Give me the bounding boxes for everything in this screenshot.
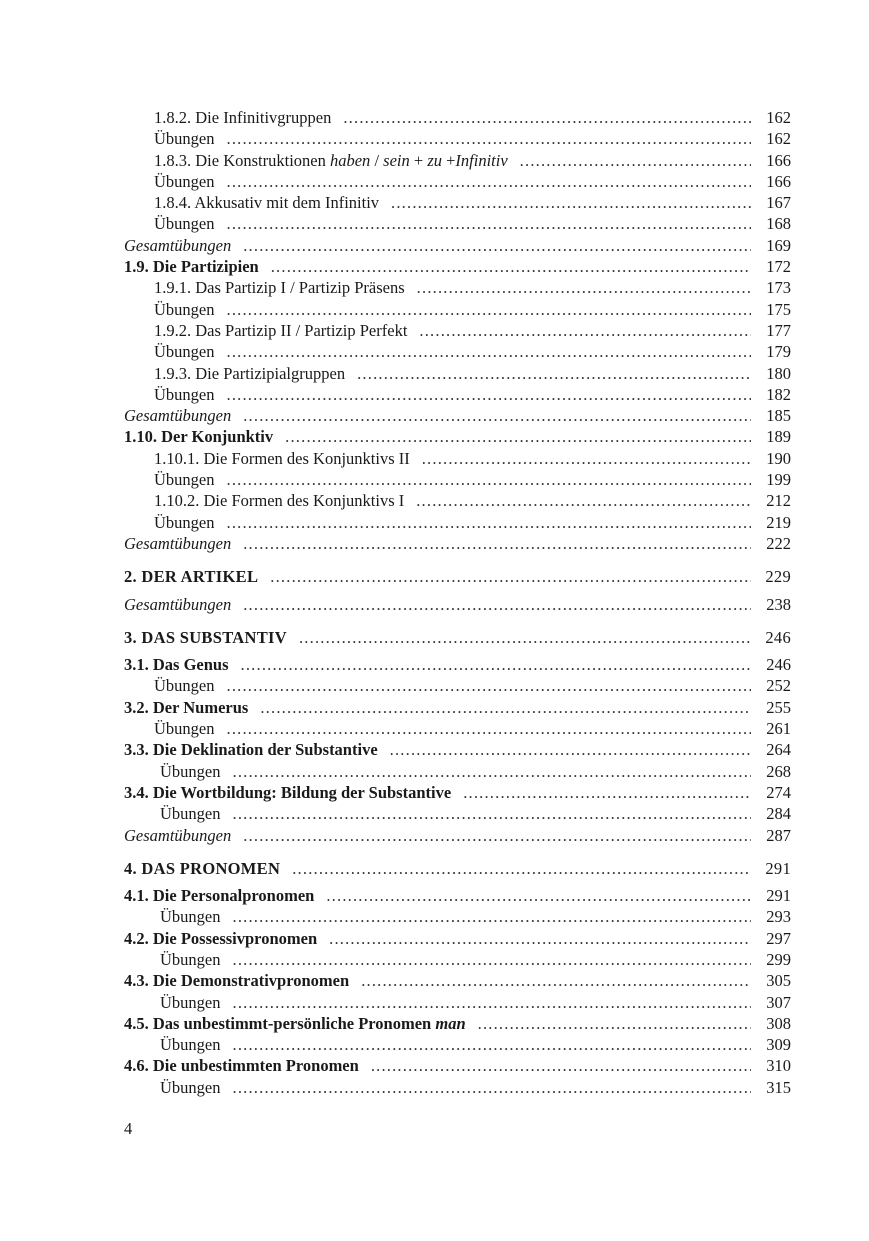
toc-entry-title <box>160 761 221 782</box>
toc-entry-page: 238 <box>766 594 791 614</box>
toc-entry-title-part: Übungen <box>160 992 221 1012</box>
dot-leader <box>243 825 751 846</box>
toc-entry-page: 310 <box>766 1056 791 1076</box>
toc-entry <box>124 469 791 490</box>
toc-entry <box>124 761 791 782</box>
toc-entry-title <box>124 697 248 718</box>
toc-entry-title <box>124 825 231 846</box>
toc-entry-page: 169 <box>766 235 791 255</box>
toc-entry-title <box>124 1055 359 1076</box>
toc-entry-title <box>154 107 331 128</box>
toc-entry-title-part: Übungen <box>154 171 215 191</box>
dot-leader <box>417 277 751 298</box>
toc-entry-page: 261 <box>766 719 791 739</box>
toc-entry-title-part: 1.10. Der Konjunktiv <box>124 427 274 447</box>
toc-entry-page: 177 <box>766 320 791 340</box>
dot-leader <box>233 803 752 824</box>
toc-entry <box>124 627 791 648</box>
dot-leader <box>478 1013 751 1034</box>
toc-entry <box>124 512 791 533</box>
toc-entry <box>124 992 791 1013</box>
toc-entry-title <box>154 448 410 469</box>
toc-entry-title <box>154 490 404 511</box>
dot-leader <box>241 654 751 675</box>
table-of-contents <box>124 107 791 1098</box>
dot-leader <box>390 739 751 760</box>
dot-leader <box>227 213 752 234</box>
toc-entry-title-part: 1.8.2. Die Infinitivgruppen <box>154 108 332 127</box>
dot-leader <box>463 782 751 803</box>
toc-entry-title <box>124 405 231 426</box>
toc-entry-title <box>124 256 259 277</box>
toc-entry-title-part: Gesamtübungen <box>124 533 232 553</box>
toc-entry <box>124 363 791 384</box>
toc-entry-title-part: 1.9.3. Die Partizipialgruppen <box>154 363 346 383</box>
toc-entry-title <box>124 627 287 648</box>
toc-entry-title-part: zu <box>427 150 442 170</box>
toc-entry <box>124 533 791 554</box>
dot-leader <box>520 150 751 171</box>
toc-entry-page: 190 <box>766 448 791 468</box>
toc-entry-page: 309 <box>766 1035 791 1055</box>
toc-entry-title-part: 4.3. Die Demonstrativpronomen <box>124 971 350 991</box>
toc-entry-title-part: 4.2. Die Possessivpronomen <box>124 928 318 948</box>
toc-entry-title-part: + <box>441 150 456 170</box>
toc-entry-title-part: Übungen <box>154 719 215 739</box>
toc-entry-title-part: Übungen <box>154 342 215 362</box>
toc-entry-title <box>124 533 231 554</box>
toc-entry <box>124 803 791 824</box>
dot-leader <box>227 718 752 739</box>
toc-entry <box>124 192 791 213</box>
toc-entry-page: 173 <box>766 278 791 298</box>
toc-entry <box>124 949 791 970</box>
dot-leader <box>227 469 752 490</box>
toc-entry-title-part: 4. DAS PRONOMEN <box>124 858 281 878</box>
dot-leader <box>285 426 751 447</box>
toc-entry-page: 268 <box>766 761 791 781</box>
dot-leader <box>260 697 751 718</box>
toc-entry-title-part: 1.8.4. Akkusativ mit dem Infinitiv <box>154 193 380 213</box>
toc-entry-page: 284 <box>766 804 791 824</box>
toc-entry-title <box>124 782 451 803</box>
toc-entry-page: 291 <box>765 858 791 878</box>
toc-entry <box>124 718 791 739</box>
toc-entry-page: 291 <box>766 886 791 906</box>
toc-entry-title <box>124 1013 466 1034</box>
toc-entry-title-part: Übungen <box>160 1035 221 1055</box>
toc-entry <box>124 128 791 149</box>
toc-entry-title-part: 3.3. Die Deklination der Substantive <box>124 740 378 760</box>
toc-entry-page: 185 <box>766 406 791 426</box>
toc-entry-title <box>124 566 258 587</box>
toc-entry <box>124 825 791 846</box>
toc-entry-page: 175 <box>766 299 791 319</box>
toc-entry <box>124 654 791 675</box>
dot-leader <box>299 627 751 648</box>
toc-entry-title-part: 3.4. Die Wortbildung: Bildung der Substantive <box>124 782 452 802</box>
toc-entry <box>124 405 791 426</box>
toc-entry-title <box>154 363 345 384</box>
toc-entry-page: 255 <box>766 697 791 717</box>
toc-entry-title <box>154 469 215 490</box>
dot-leader <box>329 928 751 949</box>
dot-leader <box>243 533 751 554</box>
dot-leader <box>243 405 751 426</box>
toc-entry-title-part: Übungen <box>154 214 215 234</box>
toc-entry-page: 167 <box>766 193 791 213</box>
toc-entry-page: 308 <box>766 1013 791 1033</box>
toc-entry-title <box>124 235 231 256</box>
toc-entry <box>124 341 791 362</box>
toc-entry-page: 315 <box>766 1077 791 1097</box>
toc-entry <box>124 320 791 341</box>
toc-entry-title-part: Übungen <box>160 804 221 824</box>
toc-entry <box>124 426 791 447</box>
toc-entry <box>124 384 791 405</box>
toc-entry <box>124 1055 791 1076</box>
toc-entry-page: 287 <box>766 825 791 845</box>
dot-leader <box>233 992 752 1013</box>
toc-entry-title <box>154 384 215 405</box>
toc-entry-title <box>154 512 215 533</box>
toc-entry <box>124 150 791 171</box>
toc-entry-page: 252 <box>766 676 791 696</box>
toc-entry-title <box>124 970 349 991</box>
toc-entry <box>124 675 791 696</box>
toc-entry-page: 246 <box>765 627 791 647</box>
toc-entry-page: 293 <box>766 907 791 927</box>
toc-entry <box>124 739 791 760</box>
toc-entry-title <box>124 426 273 447</box>
toc-entry-title-part: 1.10.1. Die Formen des Konjunktivs II <box>154 448 410 468</box>
toc-entry-title <box>154 675 215 696</box>
toc-entry-title <box>154 150 508 171</box>
toc-entry <box>124 566 791 587</box>
toc-entry-title <box>124 594 231 615</box>
toc-entry-title <box>154 171 215 192</box>
dot-leader <box>233 906 752 927</box>
toc-entry-title <box>124 885 314 906</box>
toc-entry-title-part: 3.1. Das Genus <box>124 655 229 675</box>
dot-leader <box>416 490 751 511</box>
dot-leader <box>227 512 752 533</box>
toc-entry <box>124 885 791 906</box>
dot-leader <box>391 192 751 213</box>
toc-entry-title <box>154 718 215 739</box>
toc-entry-page: 162 <box>766 129 791 149</box>
toc-entry-title-part: Übungen <box>154 470 215 490</box>
page-number: 4 <box>124 1119 133 1138</box>
toc-entry-title <box>124 858 280 879</box>
toc-entry-title-part: 3. DAS SUBSTANTIV <box>124 627 287 647</box>
toc-entry-title <box>154 128 215 149</box>
dot-leader <box>326 885 751 906</box>
toc-entry-title-part: haben <box>329 150 371 170</box>
dot-leader <box>233 761 752 782</box>
toc-entry-page: 299 <box>766 949 791 969</box>
toc-entry-title <box>160 992 221 1013</box>
toc-entry-title <box>154 320 407 341</box>
dot-leader <box>271 256 751 277</box>
toc-entry-title-part: 4.1. Die Personalpronomen <box>124 886 315 906</box>
toc-entry-title-part: 1.8.3. Die Konstruktionen <box>154 150 330 170</box>
toc-entry-page: 189 <box>766 427 791 447</box>
toc-entry-title-part: Übungen <box>154 676 215 696</box>
toc-entry-page: 229 <box>765 567 791 587</box>
toc-entry-title-part: Übungen <box>160 949 221 969</box>
toc-entry-title-part: man <box>435 1013 466 1033</box>
toc-entry <box>124 970 791 991</box>
toc-entry-title <box>154 192 379 213</box>
dot-leader <box>270 566 751 587</box>
toc-entry-title-part: 2. DER ARTIKEL <box>124 567 259 587</box>
toc-entry-page: 182 <box>766 384 791 404</box>
toc-entry-title-part: Gesamtübungen <box>124 406 232 426</box>
dot-leader <box>227 128 752 149</box>
dot-leader <box>371 1055 751 1076</box>
toc-entry-page: 168 <box>766 214 791 234</box>
toc-entry-page: 274 <box>766 782 791 802</box>
toc-entry-title-part: 1.9.1. Das Partizip I / Partizip Präsens <box>154 278 405 298</box>
toc-entry <box>124 490 791 511</box>
toc-entry-title <box>124 739 378 760</box>
toc-entry-page: 166 <box>766 171 791 191</box>
toc-entry-title-part: sein <box>383 150 410 170</box>
toc-entry-page: 166 <box>766 150 791 170</box>
dot-leader <box>227 299 752 320</box>
toc-entry-page: 307 <box>766 992 791 1012</box>
toc-entry <box>124 928 791 949</box>
dot-leader <box>233 949 752 970</box>
toc-entry-title-part: Übungen <box>154 384 215 404</box>
toc-entry-page: 246 <box>766 655 791 675</box>
toc-entry-title <box>160 803 221 824</box>
dot-leader <box>233 1077 752 1098</box>
toc-entry <box>124 213 791 234</box>
toc-entry-title-part: 1.9. Die Partizipien <box>124 257 259 277</box>
toc-entry-title <box>160 906 221 927</box>
dot-leader <box>361 970 751 991</box>
dot-leader <box>292 858 751 879</box>
toc-entry-page: 297 <box>766 928 791 948</box>
toc-entry-title-part: 1.9.2. Das Partizip II / Partizip Perfekt <box>154 320 408 340</box>
toc-entry <box>124 299 791 320</box>
toc-entry-title-part: Gesamtübungen <box>124 235 232 255</box>
toc-entry-title-part: / <box>370 150 384 170</box>
toc-entry <box>124 171 791 192</box>
dot-leader <box>227 341 752 362</box>
toc-entry-page: 162 <box>766 108 791 127</box>
toc-entry <box>124 594 791 615</box>
toc-entry-title <box>160 1077 221 1098</box>
toc-entry-title-part: Übungen <box>160 761 221 781</box>
toc-entry-title-part: Gesamtübungen <box>124 594 232 614</box>
toc-entry-title-part: Übungen <box>154 512 215 532</box>
toc-entry <box>124 858 791 879</box>
toc-entry-page: 199 <box>766 470 791 490</box>
toc-entry-title-part: Übungen <box>160 907 221 927</box>
toc-entry-page: 179 <box>766 342 791 362</box>
dot-leader <box>419 320 751 341</box>
toc-entry-title <box>154 341 215 362</box>
toc-entry-title-part: Gesamtübungen <box>124 825 232 845</box>
toc-entry-page: 264 <box>766 740 791 760</box>
toc-entry <box>124 1013 791 1034</box>
toc-entry <box>124 1034 791 1055</box>
dot-leader <box>343 107 751 128</box>
toc-entry-page: 305 <box>766 971 791 991</box>
toc-entry-title-part: Infinitiv <box>455 150 508 170</box>
toc-entry-title <box>124 654 229 675</box>
toc-entry <box>124 235 791 256</box>
toc-entry-title-part: + <box>409 150 428 170</box>
toc-entry-title <box>124 928 317 949</box>
toc-entry-title-part: Übungen <box>154 299 215 319</box>
toc-entry-title-part: Übungen <box>160 1077 221 1097</box>
toc-entry-title-part: 1.10.2. Die Formen des Konjunktivs I <box>154 491 405 511</box>
dot-leader <box>422 448 751 469</box>
toc-entry-title <box>154 299 215 320</box>
toc-entry-page: 172 <box>766 257 791 277</box>
dot-leader <box>227 384 752 405</box>
toc-entry-page: 212 <box>766 491 791 511</box>
dot-leader <box>243 235 751 256</box>
toc-entry-title <box>154 277 405 298</box>
dot-leader <box>243 594 751 615</box>
toc-entry <box>124 782 791 803</box>
toc-entry-title-part: 4.6. Die unbestimmten Pronomen <box>124 1056 359 1076</box>
toc-entry-page: 222 <box>766 533 791 553</box>
dot-leader <box>357 363 751 384</box>
toc-entry <box>124 448 791 469</box>
toc-entry-title-part: Übungen <box>154 129 215 149</box>
toc-entry <box>124 906 791 927</box>
dot-leader <box>233 1034 752 1055</box>
toc-entry-title <box>160 949 221 970</box>
dot-leader <box>227 171 752 192</box>
toc-entry-page: 219 <box>766 512 791 532</box>
toc-entry <box>124 107 791 128</box>
toc-entry-page: 180 <box>766 363 791 383</box>
toc-entry-title-part: 3.2. Der Numerus <box>124 697 249 717</box>
toc-entry <box>124 697 791 718</box>
dot-leader <box>227 675 752 696</box>
toc-entry-title <box>160 1034 221 1055</box>
toc-entry <box>124 256 791 277</box>
toc-entry-title <box>154 213 215 234</box>
toc-entry-title-part: 4.5. Das unbestimmt-persönliche Pronomen <box>124 1013 436 1033</box>
toc-entry <box>124 1077 791 1098</box>
toc-entry <box>124 277 791 298</box>
